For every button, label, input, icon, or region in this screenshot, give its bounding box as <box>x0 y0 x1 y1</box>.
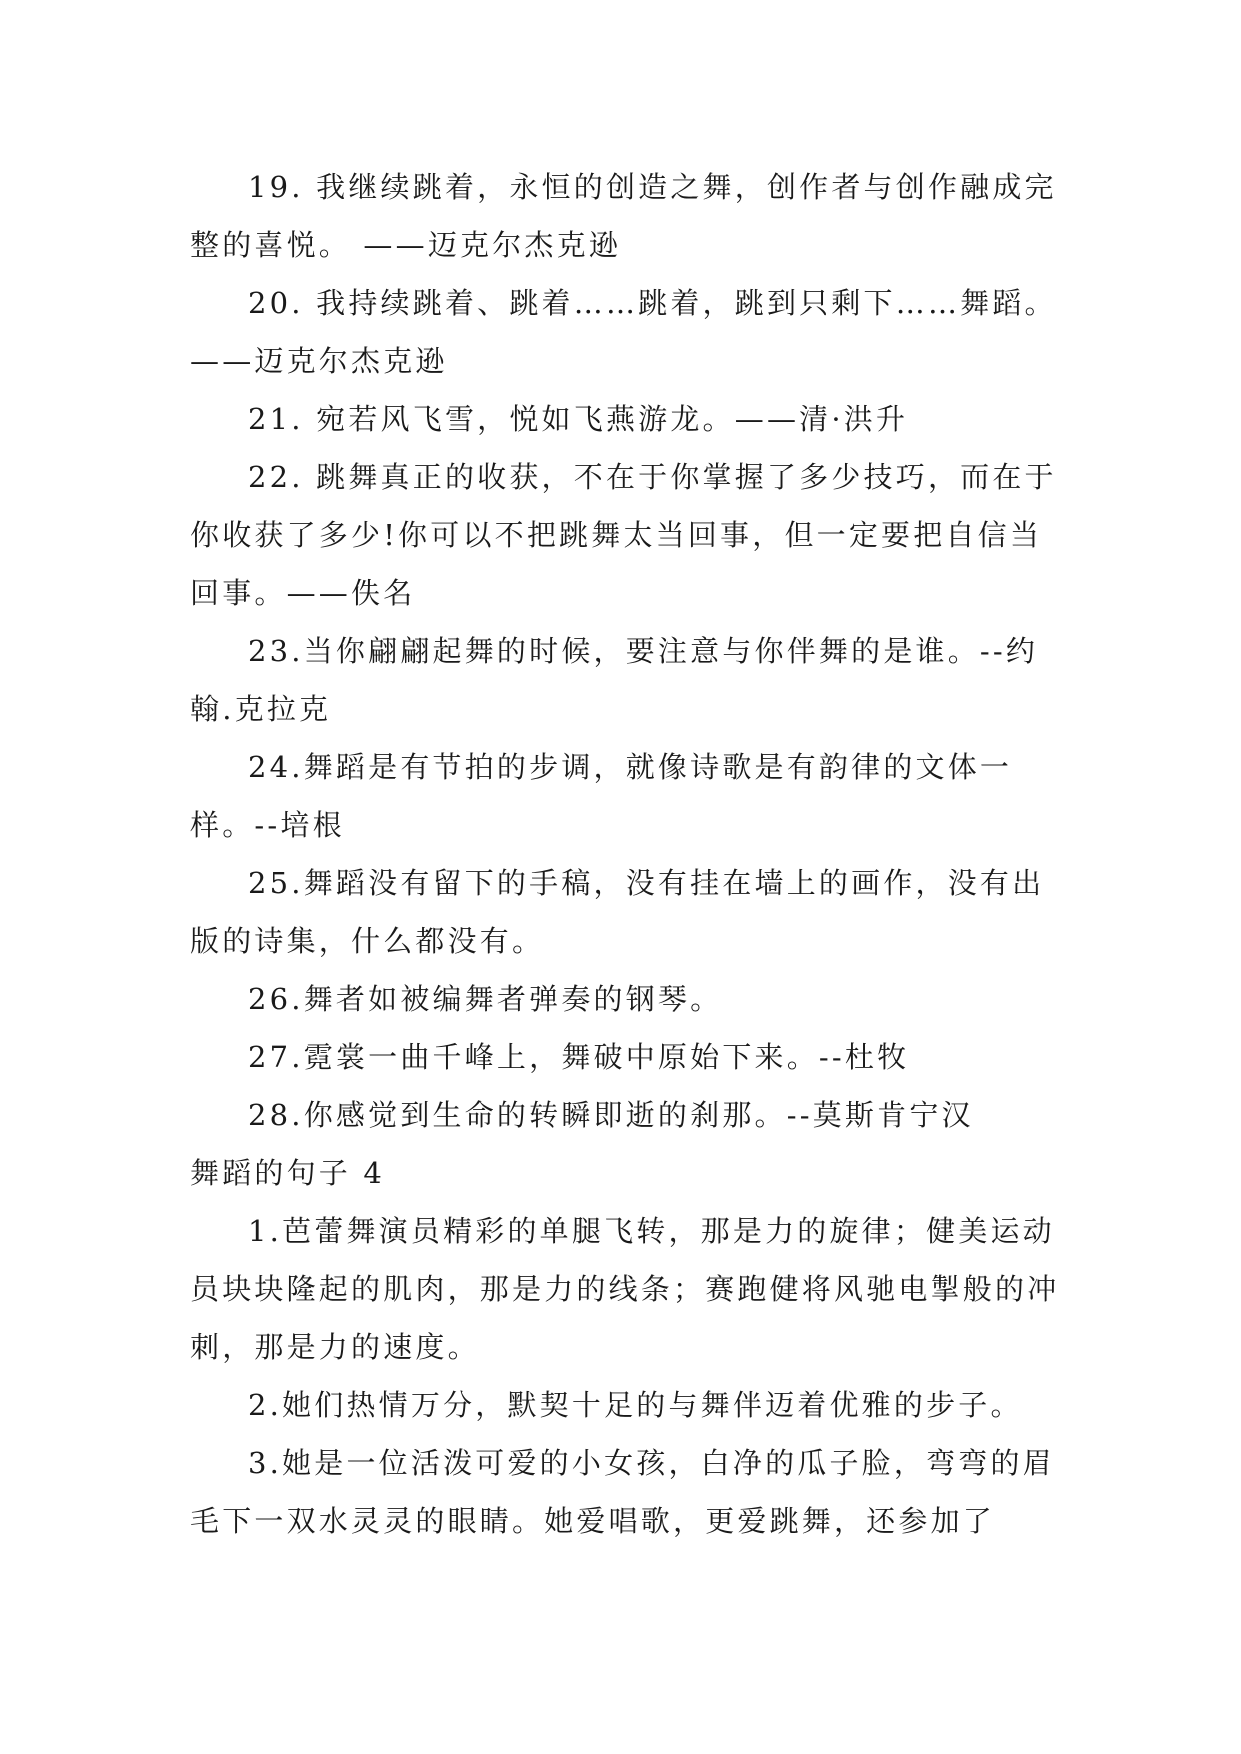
paragraph-28: 28.你感觉到生命的转瞬即逝的刹那。--莫斯肯宁汉 <box>248 1098 974 1132</box>
paragraph-20: 20. 我持续跳着、跳着……跳着，跳到只剩下……舞蹈。——迈克尔杰克逊 <box>190 286 1057 378</box>
section-paragraph-2: 2.她们热情万分，默契十足的与舞伴迈着优雅的步子。 <box>248 1388 1023 1422</box>
paragraph-27: 27.霓裳一曲千峰上，舞破中原始下来。--杜牧 <box>248 1040 910 1074</box>
paragraph-24: 24.舞蹈是有节拍的步调，就像诗歌是有韵律的文体一样。--培根 <box>190 750 1013 842</box>
paragraph-21: 21. 宛若风飞雪，悦如飞燕游龙。——清·洪升 <box>248 402 909 436</box>
paragraph-26: 26.舞者如被编舞者弹奏的钢琴。 <box>248 982 723 1016</box>
section-heading: 舞蹈的句子 4 <box>190 1156 386 1190</box>
paragraph-19: 19. 我继续跳着，永恒的创造之舞，创作者与创作融成完整的喜悦。 ——迈克尔杰克逊 <box>190 170 1057 262</box>
paragraph-22: 22. 跳舞真正的收获，不在于你掌握了多少技巧，而在于你收获了多少!你可以不把跳舞太当回事，但一定要把自信当回事。——佚名 <box>190 460 1057 610</box>
paragraph-25: 25.舞蹈没有留下的手稿，没有挂在墙上的画作，没有出版的诗集，什么都没有。 <box>190 866 1045 958</box>
section-paragraph-3: 3.她是一位活泼可爱的小女孩，白净的瓜子脸，弯弯的眉毛下一双水灵灵的眼睛。她爱唱歌，更爱跳舞，还参加了 <box>190 1446 1055 1538</box>
section-paragraph-1: 1.芭蕾舞演员精彩的单腿飞转，那是力的旋律；健美运动员块块隆起的肌肉，那是力的线条；赛跑健将风驰电掣般的冲刺，那是力的速度。 <box>190 1214 1060 1364</box>
document-page <box>190 158 1060 1550</box>
paragraph-23: 23.当你翩翩起舞的时候，要注意与你伴舞的是谁。--约翰.克拉克 <box>190 634 1039 726</box>
